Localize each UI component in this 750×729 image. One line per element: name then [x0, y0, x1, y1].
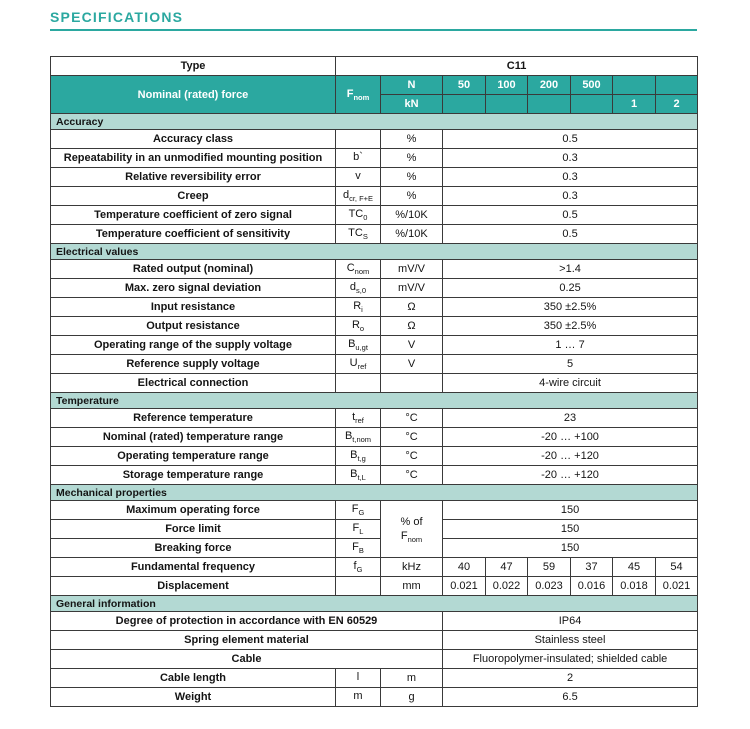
- table-row: [51, 466, 698, 485]
- symbol-cell: $d_{cr, F+E}$: [336, 187, 381, 206]
- value-cell: 0.021: [656, 577, 698, 596]
- unit-cell: °C: [381, 466, 443, 485]
- value-cell: 0.25: [443, 279, 698, 298]
- value-cell: 150: [443, 520, 698, 539]
- param-name: Fundamental frequency: [51, 558, 336, 577]
- force-value-cell: 1: [613, 95, 656, 114]
- value-cell: 0.5: [443, 130, 698, 149]
- value-cell: Fluoropolymer-insulated; shielded cable: [443, 650, 698, 669]
- param-name: Relative reversibility error: [51, 168, 336, 187]
- param-name: Output resistance: [51, 317, 336, 336]
- force-value-cell: 100: [486, 76, 528, 95]
- param-name: Force limit: [51, 520, 336, 539]
- force-value-cell: [613, 76, 656, 95]
- unit-cell: °C: [381, 428, 443, 447]
- table-row: [51, 225, 698, 244]
- table-row: [51, 631, 698, 650]
- force-value-cell: [528, 95, 571, 114]
- title-underline: [50, 29, 697, 31]
- table-row: [51, 688, 698, 707]
- unit-cell: Ω: [381, 298, 443, 317]
- table-row: [51, 669, 698, 688]
- unit-cell: Ω: [381, 317, 443, 336]
- symbol-cell: $B_{t,L}$: [336, 466, 381, 485]
- force-value-cell: 200: [528, 76, 571, 95]
- table-row: [51, 260, 698, 279]
- table-row: [51, 428, 698, 447]
- value-cell: IP64: [443, 612, 698, 631]
- param-name: Max. zero signal deviation: [51, 279, 336, 298]
- param-name: Reference temperature: [51, 409, 336, 428]
- param-name: Degree of protection in accordance with EN 60529: [51, 612, 443, 631]
- param-name: Cable: [51, 650, 443, 669]
- value-cell: >1.4: [443, 260, 698, 279]
- table-row: [51, 168, 698, 187]
- table-row: [51, 317, 698, 336]
- symbol-cell: $TC_S$: [336, 225, 381, 244]
- param-name: Maximum operating force: [51, 501, 336, 520]
- nominal-force-row-n: [51, 76, 698, 95]
- value-cell: 0.016: [571, 577, 613, 596]
- param-name: Repeatability in an unmodified mounting position: [51, 149, 336, 168]
- value-cell: 4-wire circuit: [443, 374, 698, 393]
- value-cell: 0.022: [486, 577, 528, 596]
- unit-cell: V: [381, 336, 443, 355]
- unit-cell: m: [381, 669, 443, 688]
- table-row: [51, 374, 698, 393]
- section-header-mechanical: [51, 485, 698, 501]
- section-header-general: [51, 596, 698, 612]
- param-name: Temperature coefficient of zero signal: [51, 206, 336, 225]
- table-row: [51, 520, 698, 539]
- value-cell: 54: [656, 558, 698, 577]
- symbol-cell: l: [336, 669, 381, 688]
- symbol-cell: $TC_0$: [336, 206, 381, 225]
- unit-cell: °C: [381, 447, 443, 466]
- unit-cell: %: [381, 149, 443, 168]
- symbol-cell: $U_{ref}$: [336, 355, 381, 374]
- table-row: [51, 447, 698, 466]
- param-name: Rated output (nominal): [51, 260, 336, 279]
- param-name: Creep: [51, 187, 336, 206]
- symbol-cell: $C_{nom}$: [336, 260, 381, 279]
- type-row: [51, 57, 698, 76]
- value-cell: 5: [443, 355, 698, 374]
- table-row: [51, 501, 698, 520]
- table-row: [51, 650, 698, 669]
- value-cell: 6.5: [443, 688, 698, 707]
- param-name: Input resistance: [51, 298, 336, 317]
- value-cell: 37: [571, 558, 613, 577]
- section-title: Accuracy: [51, 114, 698, 130]
- param-name: Cable length: [51, 669, 336, 688]
- value-cell: 150: [443, 501, 698, 520]
- value-cell: 0.3: [443, 187, 698, 206]
- param-name: Operating range of the supply voltage: [51, 336, 336, 355]
- param-name: Operating temperature range: [51, 447, 336, 466]
- type-label-cell: Type: [51, 57, 336, 76]
- value-cell: 59: [528, 558, 571, 577]
- symbol-cell: $B_{u,gt}$: [336, 336, 381, 355]
- type-value-cell: C11: [336, 57, 698, 76]
- unit-cell: %: [381, 130, 443, 149]
- shared-unit-cell: % of $F_{nom}$: [381, 501, 443, 558]
- unit-cell: mV/V: [381, 260, 443, 279]
- symbol-cell: $t_{ref}$: [336, 409, 381, 428]
- unit-cell: g: [381, 688, 443, 707]
- force-value-cell: 2: [656, 95, 698, 114]
- value-cell: 47: [486, 558, 528, 577]
- nominal-force-label-cell: Nominal (rated) force: [51, 76, 336, 114]
- page-title: SPECIFICATIONS: [50, 9, 184, 25]
- unit-cell: %: [381, 187, 443, 206]
- value-cell: 0.3: [443, 168, 698, 187]
- table-row: [51, 612, 698, 631]
- unit-cell: [381, 374, 443, 393]
- symbol-cell: $F_B$: [336, 539, 381, 558]
- unit-cell: %/10K: [381, 206, 443, 225]
- section-title: Electrical values: [51, 244, 698, 260]
- value-cell: 350 ±2.5%: [443, 317, 698, 336]
- unit-cell: °C: [381, 409, 443, 428]
- value-cell: Stainless steel: [443, 631, 698, 650]
- symbol-cell: $f_G$: [336, 558, 381, 577]
- table-row: [51, 558, 698, 577]
- symbol-cell: [336, 577, 381, 596]
- unit-cell: mV/V: [381, 279, 443, 298]
- section-header-accuracy: [51, 114, 698, 130]
- table-row: [51, 187, 698, 206]
- param-name: Weight: [51, 688, 336, 707]
- symbol-cell: m: [336, 688, 381, 707]
- table-row: [51, 130, 698, 149]
- symbol-cell: [336, 130, 381, 149]
- table-row: [51, 298, 698, 317]
- table-row: [51, 206, 698, 225]
- value-cell: -20 … +100: [443, 428, 698, 447]
- symbol-cell: $R_i$: [336, 298, 381, 317]
- unit-cell: V: [381, 355, 443, 374]
- section-title: Mechanical properties: [51, 485, 698, 501]
- table-row: [51, 336, 698, 355]
- symbol-cell: b`: [336, 149, 381, 168]
- param-name: Electrical connection: [51, 374, 336, 393]
- value-cell: 0.5: [443, 225, 698, 244]
- param-name: Displacement: [51, 577, 336, 596]
- value-cell: -20 … +120: [443, 466, 698, 485]
- symbol-cell: $F_L$: [336, 520, 381, 539]
- param-name: Spring element material: [51, 631, 443, 650]
- section-header-temperature: [51, 393, 698, 409]
- unit-cell: mm: [381, 577, 443, 596]
- symbol-cell: $d_{s,0}$: [336, 279, 381, 298]
- param-name: Reference supply voltage: [51, 355, 336, 374]
- value-cell: 0.3: [443, 149, 698, 168]
- value-cell: 350 ±2.5%: [443, 298, 698, 317]
- force-value-cell: [656, 76, 698, 95]
- table-row: [51, 355, 698, 374]
- symbol-cell: $R_o$: [336, 317, 381, 336]
- value-cell: 23: [443, 409, 698, 428]
- param-name: Breaking force: [51, 539, 336, 558]
- force-value-cell: 500: [571, 76, 613, 95]
- value-cell: 0.5: [443, 206, 698, 225]
- table-row: [51, 279, 698, 298]
- symbol-cell: $B_{t,g}$: [336, 447, 381, 466]
- value-cell: -20 … +120: [443, 447, 698, 466]
- section-header-electrical: [51, 244, 698, 260]
- force-value-cell: [486, 95, 528, 114]
- table-row: [51, 409, 698, 428]
- param-name: Temperature coefficient of sensitivity: [51, 225, 336, 244]
- force-value-cell: [571, 95, 613, 114]
- value-cell: 0.023: [528, 577, 571, 596]
- section-title: Temperature: [51, 393, 698, 409]
- unit-cell: kHz: [381, 558, 443, 577]
- unit-cell: %: [381, 168, 443, 187]
- param-name: Nominal (rated) temperature range: [51, 428, 336, 447]
- value-cell: 0.018: [613, 577, 656, 596]
- value-cell: 1 … 7: [443, 336, 698, 355]
- symbol-cell: $B_{t,nom}$: [336, 428, 381, 447]
- table-row: [51, 577, 698, 596]
- table-row: [51, 539, 698, 558]
- unit-cell-kn: kN: [381, 95, 443, 114]
- force-value-cell: [443, 95, 486, 114]
- force-value-cell: 50: [443, 76, 486, 95]
- nominal-force-symbol-cell: $F_{nom}$: [336, 76, 381, 114]
- symbol-cell: $F_G$: [336, 501, 381, 520]
- symbol-cell: [336, 374, 381, 393]
- section-title: General information: [51, 596, 698, 612]
- param-name: Storage temperature range: [51, 466, 336, 485]
- value-cell: 0.021: [443, 577, 486, 596]
- value-cell: 40: [443, 558, 486, 577]
- specifications-table: [50, 56, 698, 707]
- unit-cell-n: N: [381, 76, 443, 95]
- param-name: Accuracy class: [51, 130, 336, 149]
- value-cell: 45: [613, 558, 656, 577]
- value-cell: 150: [443, 539, 698, 558]
- symbol-cell: v: [336, 168, 381, 187]
- table-row: [51, 149, 698, 168]
- unit-cell: %/10K: [381, 225, 443, 244]
- value-cell: 2: [443, 669, 698, 688]
